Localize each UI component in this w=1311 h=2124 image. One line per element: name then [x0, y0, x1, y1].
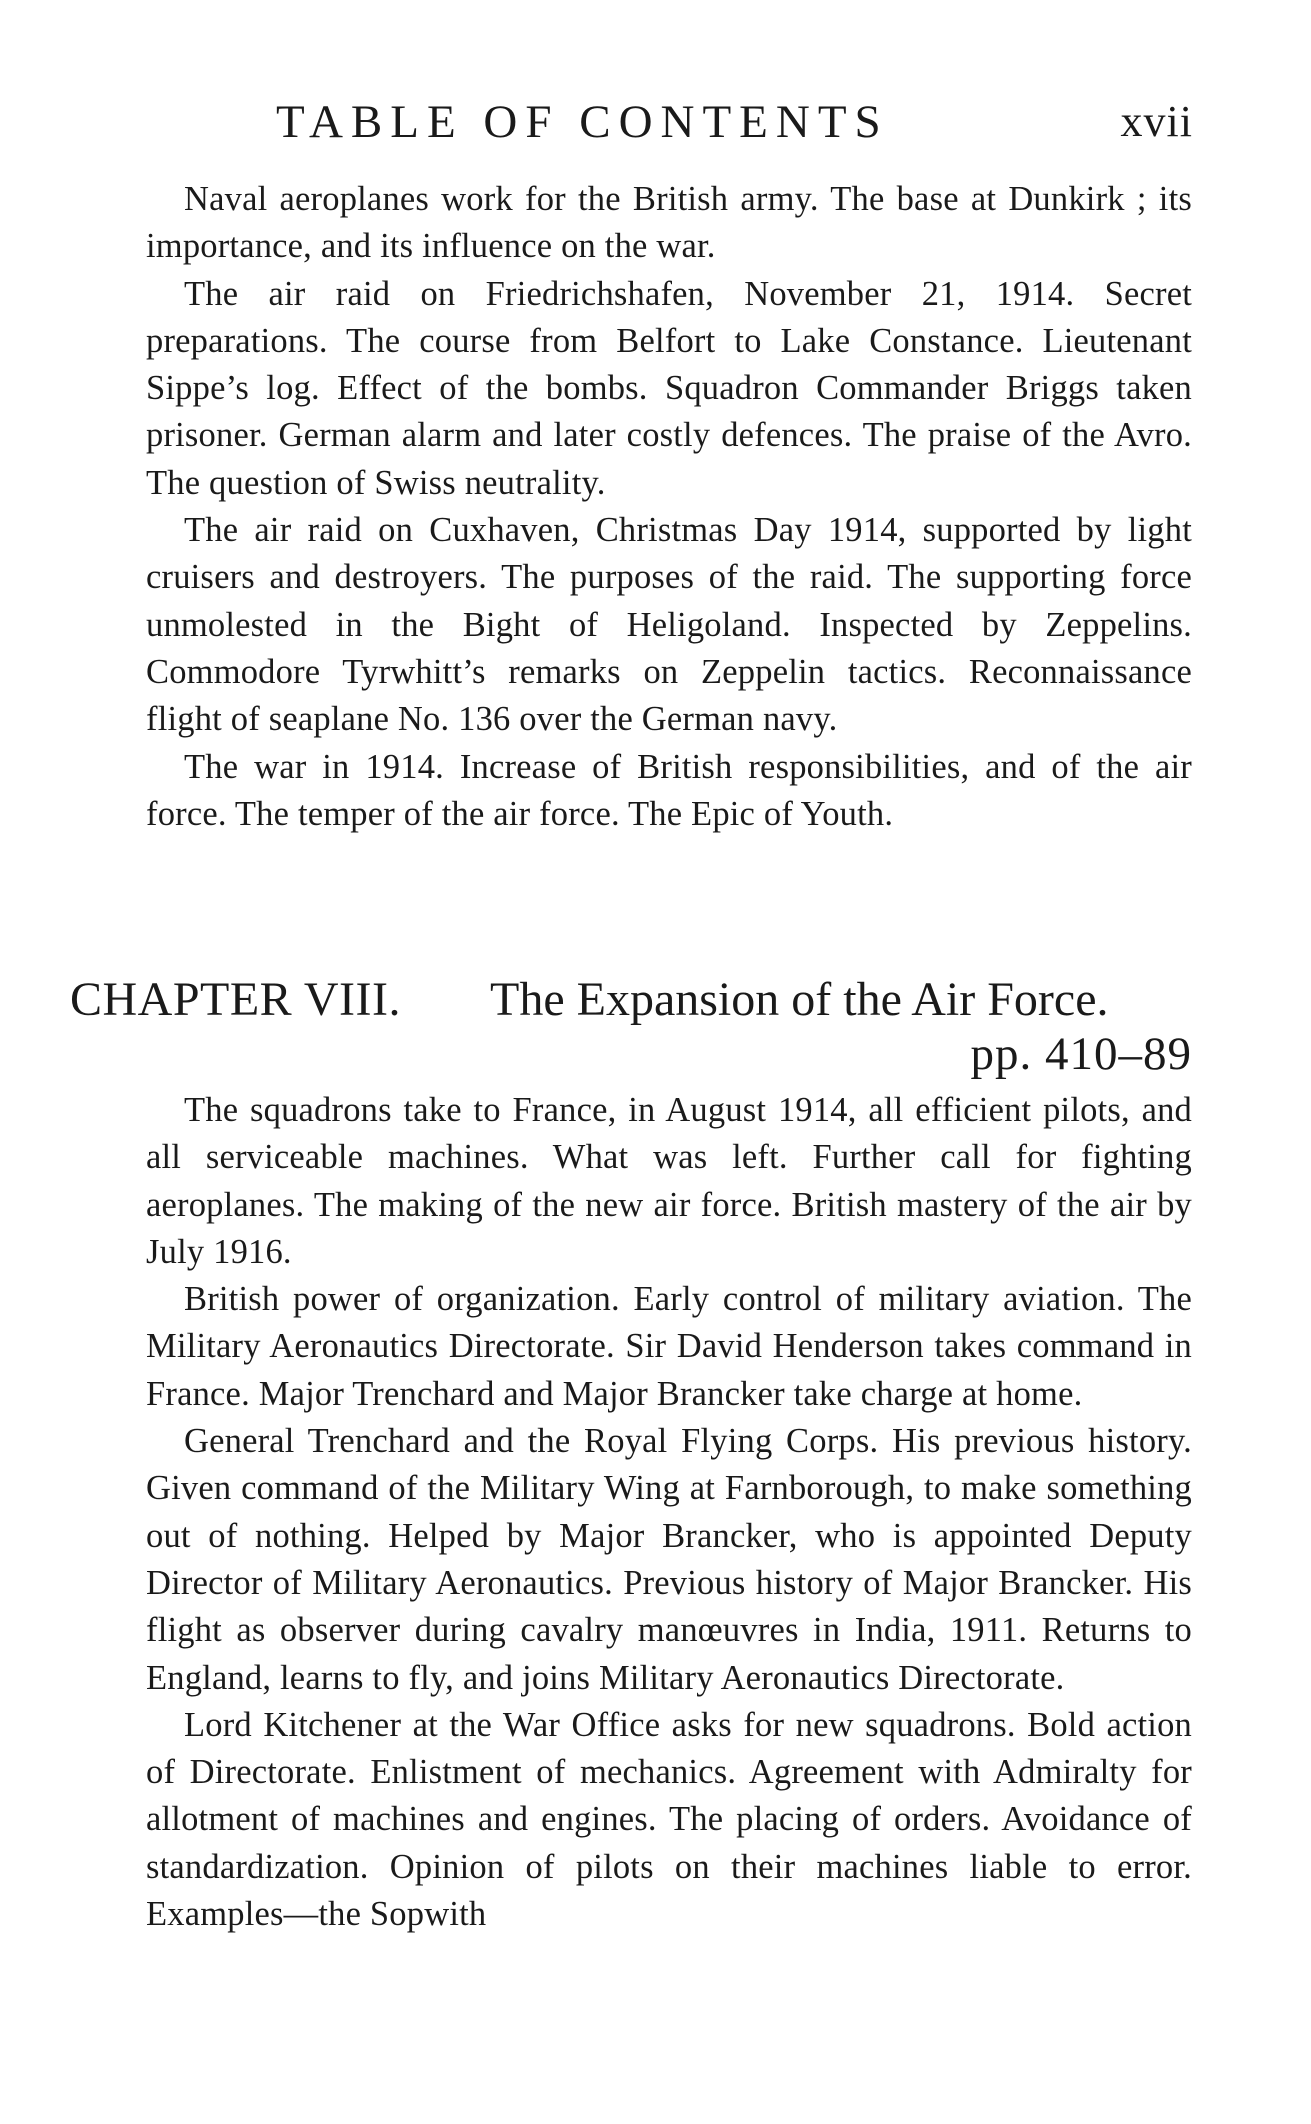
paragraph: The squadrons take to France, in August 1914, all efficient pilots, and all serviceable machines. What was left. Further call for fighting aeroplanes. The making of the new air force. British mastery of the air by July 1916. [146, 1091, 1192, 1271]
paragraph: General Trenchard and the Royal Flying Corps. His previous history. Given command of the Military Wing at Farnborough, to make something out of nothing. Helped by Major Brancker, who is appointed Deputy Director of Military Aeronautics. Previous history of Major Brancker. His flight as observer during cavalry manœuvres in India, 1911. Returns to England, learns to fly, and joins Military Aeronautics Directorate. [146, 1422, 1192, 1697]
contents-block-chapter-vii [146, 176, 1192, 838]
paragraph: British power of organization. Early control of military aviation. The Military Aeronautics Directorate. Sir David Henderson takes command in France. Major Trenchard and Major Brancker take charge at home. [146, 1280, 1192, 1413]
chapter-title: The Expansion of the Air Force. [490, 973, 1109, 1026]
paragraph: The air raid on Friedrichshafen, November 21, 1914. Secret preparations. The course from Belfort to Lake Constance. Lieutenant Sippe’s log. Effect of the bombs. Squadron Commander Briggs taken prisoner. German alarm and later costly defences. The praise of the Avro. The question of Swiss neutrality. [146, 274, 1192, 502]
chapter-page-range: pp. 410–89 [970, 1028, 1192, 1080]
chapter-label: CHAPTER VIII. [70, 973, 401, 1026]
paragraph: Naval aeroplanes work for the British army. The base at Dunkirk ; its importance, and its influence on the war. [146, 180, 1192, 266]
page-number: xvii [1120, 97, 1193, 146]
paragraph: The air raid on Cuxhaven, Christmas Day 1914, supported by light cruisers and destroyers. The purposes of the raid. The supporting force unmolested in the Bight of Heligoland. Inspected by Zeppelins. Commodore Tyrwhitt’s remarks on Zeppelin tactics. Reconnaissance flight of seaplane No. 136 over the German navy. [146, 511, 1192, 739]
running-head [146, 92, 1193, 152]
contents-block-chapter-viii [146, 1087, 1192, 1938]
paragraph: The war in 1914. Increase of British responsibilities, and of the air force. The temper of the air force. The Epic of Youth. [146, 747, 1192, 833]
paragraph: Lord Kitchener at the War Office asks for new squadrons. Bold action of Directorate. Enlistment of mechanics. Agreement with Admiralty for allotment of machines and engines. The placing of orders. Avoidance of standardization. Opinion of pilots on their machines liable to error. Examples—the Sopwith [146, 1705, 1192, 1934]
running-head-title: TABLE OF CONTENTS [276, 96, 889, 148]
chapter-heading [70, 970, 1192, 1090]
